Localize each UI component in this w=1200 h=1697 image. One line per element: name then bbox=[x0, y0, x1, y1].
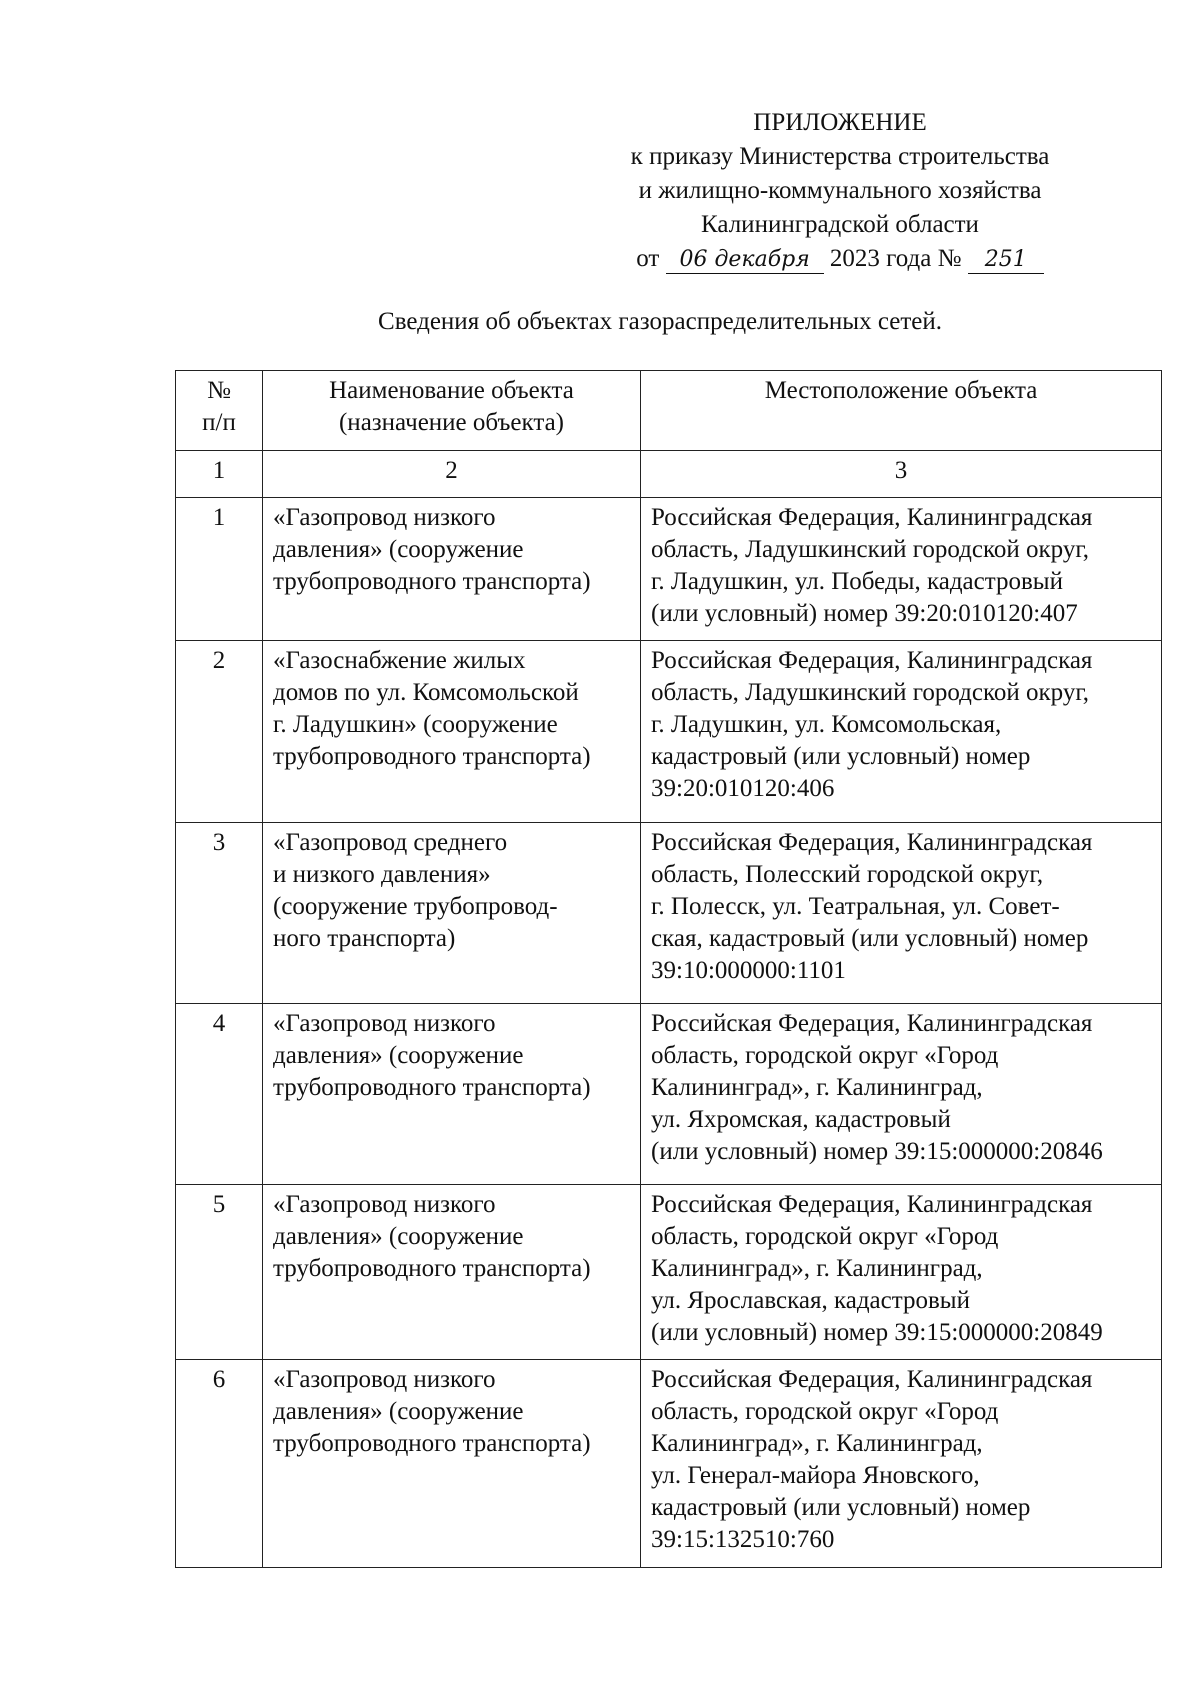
object-location bbox=[641, 1004, 1162, 1185]
location-line: г. Полесск, ул. Театральная, ул. Совет- bbox=[651, 893, 1060, 920]
name-line: трубопроводного транспорта) bbox=[273, 1255, 591, 1282]
name-line: «Газопровод низкого bbox=[273, 504, 496, 531]
location-line: Российская Федерация, Калининградская bbox=[651, 1010, 1093, 1037]
table-row bbox=[176, 1360, 1162, 1568]
row-number: 5 bbox=[176, 1185, 263, 1360]
object-location bbox=[641, 1360, 1162, 1568]
name-line: давления» (сооружение bbox=[273, 536, 524, 563]
location-line: область, Ладушкинский городской округ, bbox=[651, 536, 1090, 563]
location-line: Российская Федерация, Калининградская bbox=[651, 647, 1093, 674]
location-line: область, городской округ «Город bbox=[651, 1042, 999, 1069]
location-line: область, городской округ «Город bbox=[651, 1223, 999, 1250]
appendix-line-order: к приказу Министерства строительства bbox=[630, 143, 1050, 170]
location-line: Российская Федерация, Калининградская bbox=[651, 1366, 1093, 1393]
appendix-date-line bbox=[590, 242, 1090, 276]
name-line: трубопроводного транспорта) bbox=[273, 568, 591, 595]
row-number: 4 bbox=[176, 1004, 263, 1185]
index-cell: 3 bbox=[641, 451, 1162, 498]
location-line: 39:20:010120:406 bbox=[651, 775, 835, 802]
index-cell: 1 bbox=[176, 451, 263, 498]
name-line: трубопроводного транспорта) bbox=[273, 1074, 591, 1101]
object-name bbox=[263, 823, 641, 1004]
appendix-line-region: Калининградской области bbox=[701, 211, 979, 238]
name-line: и низкого давления» bbox=[273, 861, 491, 888]
name-line: г. Ладушкин» (сооружение bbox=[273, 711, 558, 738]
location-line: (или условный) номер 39:15:000000:20846 bbox=[651, 1138, 1103, 1165]
index-cell: 2 bbox=[263, 451, 641, 498]
object-name bbox=[263, 1360, 641, 1568]
location-line: область, Полесский городской округ, bbox=[651, 861, 1044, 888]
object-location bbox=[641, 1185, 1162, 1360]
location-line: Российская Федерация, Калининградская bbox=[651, 829, 1093, 856]
name-line: «Газопровод низкого bbox=[273, 1010, 496, 1037]
table-index-row bbox=[176, 451, 1162, 498]
location-line: Калининград», г. Калининград, bbox=[651, 1430, 983, 1457]
location-line: (или условный) номер 39:20:010120:407 bbox=[651, 600, 1078, 627]
row-number: 6 bbox=[176, 1360, 263, 1568]
table-row bbox=[176, 498, 1162, 641]
location-line: 39:10:000000:1101 bbox=[651, 957, 846, 984]
appendix-header bbox=[590, 106, 1090, 276]
header-name-line1: Наименование объекта bbox=[329, 377, 574, 404]
name-line: «Газопровод низкого bbox=[273, 1191, 496, 1218]
object-location bbox=[641, 641, 1162, 823]
name-line: давления» (сооружение bbox=[273, 1398, 524, 1425]
location-line: ул. Яхромская, кадастровый bbox=[651, 1106, 951, 1133]
object-name bbox=[263, 1185, 641, 1360]
object-name bbox=[263, 641, 641, 823]
header-location: Местоположение объекта bbox=[641, 371, 1162, 451]
object-name bbox=[263, 1004, 641, 1185]
header-number-sign: № bbox=[207, 377, 231, 404]
location-line: г. Ладушкин, ул. Победы, кадастровый bbox=[651, 568, 1063, 595]
name-line: трубопроводного транспорта) bbox=[273, 1430, 591, 1457]
location-line: ул. Ярославская, кадастровый bbox=[651, 1287, 970, 1314]
location-line: кадастровый (или условный) номер bbox=[651, 743, 1031, 770]
table-row bbox=[176, 1185, 1162, 1360]
appendix-line-ministry: и жилищно-коммунального хозяйства bbox=[638, 177, 1042, 204]
header-number bbox=[176, 371, 263, 451]
name-line: «Газопровод низкого bbox=[273, 1366, 496, 1393]
location-line: область, Ладушкинский городской округ, bbox=[651, 679, 1090, 706]
header-name bbox=[263, 371, 641, 451]
row-number: 3 bbox=[176, 823, 263, 1004]
location-line: г. Ладушкин, ул. Комсомольская, bbox=[651, 711, 1002, 738]
location-line: Российская Федерация, Калининградская bbox=[651, 1191, 1093, 1218]
object-location bbox=[641, 823, 1162, 1004]
row-number: 2 bbox=[176, 641, 263, 823]
location-line: Калининград», г. Калининград, bbox=[651, 1074, 983, 1101]
year-text: 2023 года № bbox=[829, 245, 962, 272]
object-location bbox=[641, 498, 1162, 641]
name-line: «Газопровод среднего bbox=[273, 829, 508, 856]
location-line: кадастровый (или условный) номер bbox=[651, 1494, 1031, 1521]
location-line: Калининград», г. Калининград, bbox=[651, 1255, 983, 1282]
header-number-pp: п/п bbox=[202, 409, 236, 436]
location-line: область, городской округ «Город bbox=[651, 1398, 999, 1425]
document-title: Сведения об объектах газораспределительных сетей. bbox=[378, 308, 942, 335]
table-header-row bbox=[176, 371, 1162, 451]
header-name-line2: (назначение объекта) bbox=[338, 409, 564, 436]
name-line: домов по ул. Комсомольской bbox=[273, 679, 579, 706]
location-line: 39:15:132510:760 bbox=[651, 1526, 835, 1553]
handwritten-date: 06 декабря bbox=[666, 247, 824, 274]
table-row bbox=[176, 823, 1162, 1004]
name-line: (сооружение трубопровод- bbox=[273, 893, 558, 920]
row-number: 1 bbox=[176, 498, 263, 641]
appendix-title: ПРИЛОЖЕНИЕ bbox=[753, 109, 927, 136]
location-line: ул. Генерал-майора Яновского, bbox=[651, 1462, 980, 1489]
location-line: ская, кадастровый (или условный) номер bbox=[651, 925, 1089, 952]
name-line: давления» (сооружение bbox=[273, 1223, 524, 1250]
name-line: давления» (сооружение bbox=[273, 1042, 524, 1069]
handwritten-order-number: 251 bbox=[968, 247, 1044, 274]
location-line: Российская Федерация, Калининградская bbox=[651, 504, 1093, 531]
table-row bbox=[176, 641, 1162, 823]
date-prefix: от bbox=[636, 245, 660, 272]
name-line: ного транспорта) bbox=[273, 925, 456, 952]
location-line: (или условный) номер 39:15:000000:20849 bbox=[651, 1319, 1103, 1346]
object-name bbox=[263, 498, 641, 641]
name-line: «Газоснабжение жилых bbox=[273, 647, 526, 674]
table-row bbox=[176, 1004, 1162, 1185]
name-line: трубопроводного транспорта) bbox=[273, 743, 591, 770]
objects-table bbox=[175, 370, 1162, 1568]
